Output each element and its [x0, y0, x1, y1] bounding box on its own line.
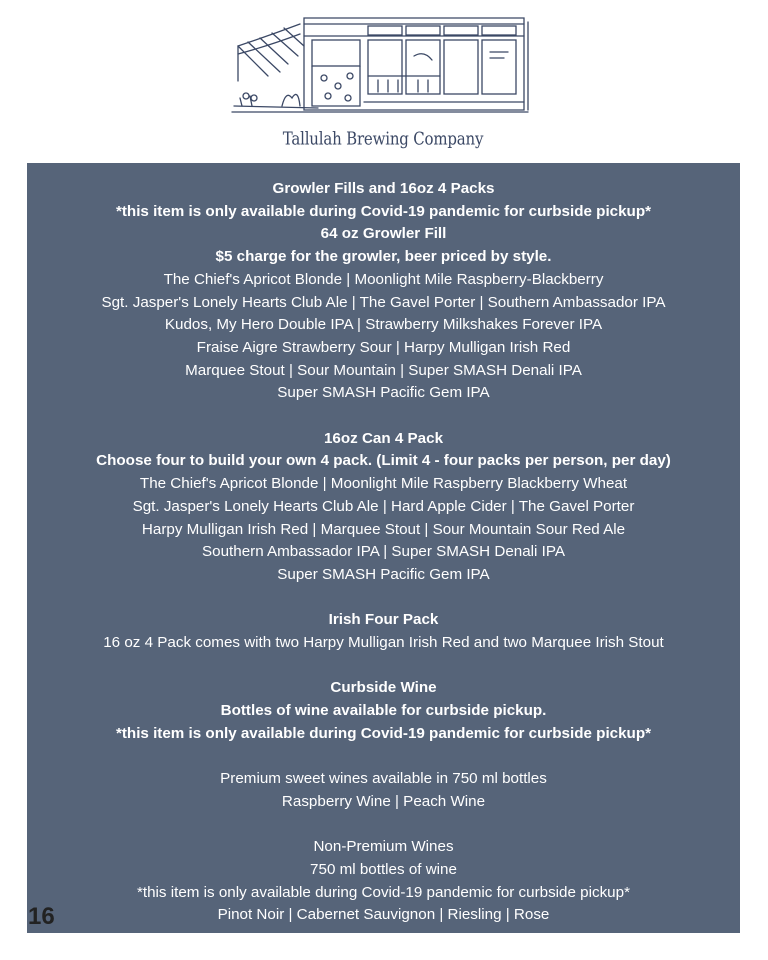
menu-item-line: Raspberry Wine | Peach Wine	[281, 792, 486, 810]
menu-heading-line: 64 oz Growler Fill	[320, 225, 447, 243]
section-growler	[27, 178, 740, 405]
section-spacer	[27, 655, 740, 678]
menu-item-line: The Chief's Apricot Blonde | Moonlight Mile Raspberry Blackberry Wheat	[139, 475, 628, 493]
section-non-premium-wines	[27, 836, 740, 927]
menu-item-line: Kudos, My Hero Double IPA | Strawberry Milkshakes Forever IPA	[164, 316, 603, 334]
menu-heading-line: $5 charge for the growler, beer priced by style.	[215, 248, 552, 266]
section-curbside-wine	[27, 677, 740, 745]
menu-heading-line: Bottles of wine available for curbside pickup.	[220, 702, 547, 720]
menu-item-line: Premium sweet wines available in 750 ml bottles	[220, 770, 547, 788]
menu-text	[27, 178, 740, 927]
menu-heading-line: Choose four to build your own 4 pack. (Limit 4 - four packs per person, per day)	[96, 452, 671, 470]
menu-item-line: 750 ml bottles of wine	[310, 861, 457, 879]
menu-item-line: 16 oz 4 Pack comes with two Harpy Mulligan Irish Red and two Marquee Irish Stout	[103, 634, 664, 652]
menu-heading-line: *this item is only available during Covid-19 pandemic for curbside pickup*	[115, 724, 652, 742]
section-irish-four-pack	[27, 609, 740, 654]
storefront-illustration-icon	[228, 6, 538, 126]
menu-heading-line: Irish Four Pack	[328, 611, 439, 629]
section-spacer	[27, 814, 740, 837]
section-spacer	[27, 405, 740, 428]
menu-item-line: *this item is only available during Covid-19 pandemic for curbside pickup*	[136, 883, 630, 901]
menu-item-line: Super SMASH Pacific Gem IPA	[277, 384, 490, 402]
menu-heading-line: Curbside Wine	[330, 679, 437, 697]
menu-heading-line: 16oz Can 4 Pack	[323, 429, 444, 447]
menu-item-line: Sgt. Jasper's Lonely Hearts Club Ale | Hard Apple Cider | The Gavel Porter	[132, 497, 635, 515]
brewery-logo	[228, 6, 538, 156]
menu-item-line: Super SMASH Pacific Gem IPA	[277, 565, 490, 583]
menu-heading-line: Growler Fills and 16oz 4 Packs	[272, 180, 495, 197]
menu-panel	[27, 163, 740, 933]
menu-item-line: Non-Premium Wines	[313, 838, 454, 856]
menu-item-line: The Chief's Apricot Blonde | Moonlight Mile Raspberry-Blackberry	[163, 270, 604, 288]
menu-item-line: Harpy Mulligan Irish Red | Marquee Stout | Sour Mountain Sour Red Ale	[141, 520, 626, 538]
section-can-4-pack	[27, 428, 740, 587]
menu-item-line: Marquee Stout | Sour Mountain | Super SMASH Denali IPA	[185, 361, 582, 379]
menu-item-line: Sgt. Jasper's Lonely Hearts Club Ale | The Gavel Porter | Southern Ambassador IPA	[101, 293, 666, 311]
brand-name: Tallulah Brewing Company	[282, 128, 484, 150]
menu-item-line: Fraise Aigre Strawberry Sour | Harpy Mulligan Irish Red	[196, 338, 571, 356]
section-premium-wines	[27, 768, 740, 813]
menu-item-line: Pinot Noir | Cabernet Sauvignon | Riesling | Rose	[217, 906, 550, 924]
section-spacer	[27, 746, 740, 769]
section-spacer	[27, 587, 740, 610]
menu-heading-line: *this item is only available during Covid-19 pandemic for curbside pickup*	[115, 202, 652, 220]
page-number: 16	[28, 903, 55, 930]
menu-item-line: Southern Ambassador IPA | Super SMASH Denali IPA	[202, 543, 565, 561]
